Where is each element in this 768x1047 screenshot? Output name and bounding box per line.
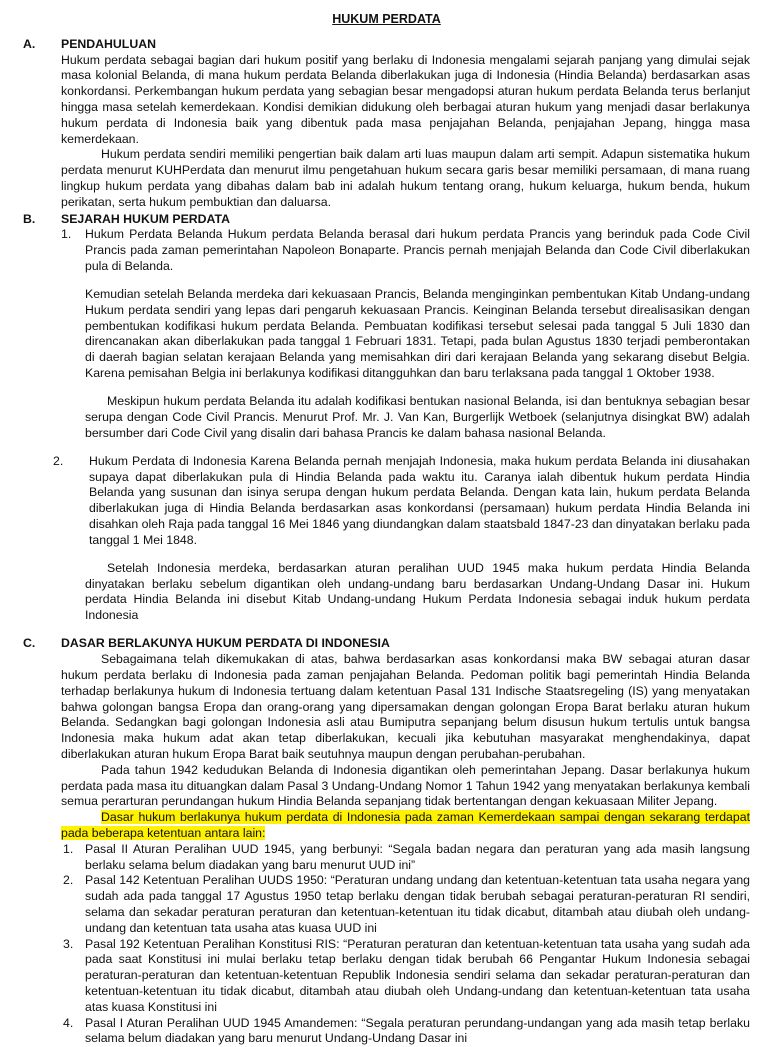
section-c-paragraph-1: Sebagaimana telah dikemukakan di atas, bahwa berdasarkan asas konkordansi maka BW sebagai aturan dasar hukum perdata berlaku di Indonesia pada zaman penjajahan Belanda. Pedoman politik bagi pemerintah Hindia Belanda terhadap berlakunya hukum di Indonesia tertuang dalam ketentuan Pasal 131 Indische Staatsregeling (IS) yang menyatakan bahwa golongan bangsa Eropa dan orang-orang yang dipersamakan dengan golongan Eropa Barat berlaku aturan hukum Belanda. Sedangkan bagi golongan Indonesia asli atau Bumiputra sepanjang belum disusun hukum tertulis untuk bangsa Indonesia maka hukum adat akan tetap diberlakukan, kecuali jika kebutuhan masyarakat menghendakinya, dapat diberlakukan aturan hukum Eropa Barat baik seutuhnya maupun dengan perubahan-perubahan. <box>61 652 750 763</box>
section-a-body <box>61 53 750 211</box>
section-b-item-1-paragraph-3: Meskipun hukum perdata Belanda itu adalah kodifikasi bentukan nasional Belanda, isi dan bentuknya sebagian besar serupa dengan Code Civil Prancis. Menurut Prof. Mr. J. Van Kan, Burgerlijk Wetboek (selanjutnya disingkat BW) adalah bersumber dari Code Civil yang disalin dari bahasa Prancis ke dalam bahasa nasional Belanda. <box>85 394 750 441</box>
list-item <box>47 937 750 1016</box>
list-item-text: Pasal II Aturan Peralihan UUD 1945, yang berbunyi: “Segala badan negara dan peraturan yang ada masih langsung berlaku selama belum diadakan yang baru menurut UUD ini” <box>85 842 750 874</box>
list-item-text: Pasal 142 Ketentuan Peralihan UUDS 1950: “Peraturan undang undang dan ketentuan-ketentuan tata usaha negara yang sudah ada pada tanggal 17 Agustus 1950 tetap berlaku dengan tidak berubah sebagai peraturan-peraturan RI sendiri, selama dan sekadar peraturan peraturan dan ketentuan-ketentuan itu tidak dicabut, ditambah atau diubah oleh undang-undang dan ketentuan tata usaha atas kuasa UUD ini <box>85 873 750 936</box>
section-a-letter: A. <box>23 37 61 53</box>
section-b-item-1-paragraph-2: Kemudian setelah Belanda merdeka dari kekuasaan Prancis, Belanda menginginkan pembentukan Kitab Undang-undang Hukum perdata sendiri yang lepas dari pengaruh kekuasaan Prancis. Keinginan Belanda tersebut direalisasikan dengan pembentukan kodifikasi hukum perdata Belanda. Pembuatan kodifikasi tersebut selesai pada tanggal 5 Juli 1830 dan direncanakan akan diberlakukan pada tanggal 1 Februari 1831. Tetapi, pada bulan Agustus 1830 terjadi pemberontakan di daerah bagian selatan kerajaan Belanda yang memisahkan diri dari kerajaan Belanda yang sekarang disebut Belgia. Karena pemisahan Belgia ini berlakunya kodifikasi ditangguhkan dan baru terlaksana pada tanggal 1 Oktober 1938. <box>85 287 750 382</box>
list-item-number: 1. <box>47 842 85 874</box>
list-item-number: 2. <box>47 873 85 936</box>
section-b-heading <box>23 212 750 228</box>
section-c-heading <box>23 636 750 652</box>
section-c-body <box>61 652 750 842</box>
list-item <box>47 1016 750 1047</box>
list-item-number: 3. <box>47 937 85 1016</box>
item-number: 2. <box>53 454 89 549</box>
section-a-title: PENDAHULUAN <box>61 37 156 53</box>
list-item-text: Pasal 192 Ketentuan Peralihan Konstitusi RIS: “Peraturan peraturan dan ketentuan-ketentuan tata usaha yang sudah ada pada saat Konstitusi ini mulai berlaku tetap berlaku dengan tidak berubah 66 Pengantar Hukum Indonesia sebagai peraturan-peraturan dan ketentuan-ketentuan Republik Indonesia sendiri selama dan sekadar peraturan-peraturan dan ketentuan-ketentuan itu tidak dicabut, ditambah atau diubah oleh Undang-undang dan ketentuan-ketentuan tata usaha atas kuasa Konstitusi ini <box>85 937 750 1016</box>
section-b-item-1 <box>61 227 750 274</box>
section-c-list <box>47 842 750 1047</box>
section-b-letter: B. <box>23 212 61 228</box>
list-item <box>47 842 750 874</box>
section-c-highlighted-paragraph <box>61 810 750 842</box>
list-item <box>47 873 750 936</box>
section-a-paragraph-1: Hukum perdata sebagai bagian dari hukum positif yang berlaku di Indonesia mengalami sejarah panjang yang dimulai sejak masa kolonial Belanda, di mana hukum perdata Belanda diberlakukan juga di Indonesia (Hindia Belanda) berdasarkan asas konkordansi. Perkembangan hukum perdata yang sebagian besar mengadopsi aturan hukum perdata Belanda terus berlanjut hingga masa setelah kemerdekaan. Kondisi demikian didukung oleh berbagai aturan hukum yang menjadi dasar berlakunya hukum perdata di Indonesia baik yang dibentuk pada masa penjajahan Belanda, penjajahan Jepang, hingga masa kemerdekaan. <box>61 53 750 148</box>
list-item-number: 4. <box>47 1016 85 1047</box>
section-b-item-2 <box>53 454 750 549</box>
section-a-heading <box>23 37 750 53</box>
document-title: HUKUM PERDATA <box>23 12 750 28</box>
section-a-paragraph-2: Hukum perdata sendiri memiliki pengertian baik dalam arti luas maupun dalam arti sempit. Adapun sistematika hukum perdata menurut KUHPerdata dan menurut ilmu pengetahuan hukum secara garis besar memiliki persamaan, di mana ruang lingkup hukum perdata yang dibahas dalam bab ini adalah hukum tentang orang, hukum keluarga, hukum benda, hukum perikatan, serta hukum pembuktian dan daluarsa. <box>61 147 750 210</box>
highlighted-text: Dasar hukum berlakunya hukum perdata di Indonesia pada zaman Kemerdekaan sampai dengan sekarang terdapat pada beberapa ketentuan antara lain: <box>61 810 750 840</box>
item-text: Hukum Perdata di Indonesia Karena Belanda pernah menjajah Indonesia, maka hukum perdata Belanda ini diusahakan supaya dapat diberlakukan pula di Hindia Belanda pada waktu itu. Caranya ialah dibentuk hukum perdata Hindia Belanda yang susunan dan isinya serupa dengan hukum perdata Belanda. Dengan kata lain, hukum perdata Belanda diberlakukan juga di Hindia Belanda berdasarkan asas konkordansi (persamaan) hukum perdata Hindia Belanda ini disahkan oleh Raja pada tanggal 16 Mei 1846 yang diundangkan dalam staatsbald 1847-23 dan dinyatakan berlaku pada tanggal 1 Mei 1848. <box>89 454 750 549</box>
section-c-letter: C. <box>23 636 61 652</box>
item-number: 1. <box>61 227 85 274</box>
section-c-paragraph-2: Pada tahun 1942 kedudukan Belanda di Indonesia digantikan oleh pemerintahan Jepang. Dasar berlakunya hukum perdata pada masa itu dituangkan dalam Pasal 3 Undang-Undang Nomor 1 Tahun 1942 yang menyatakan berlakunya kembali semua perarturan perundangan hukum Hindia Belanda sepanjang tidak bertentangan dengan kekuasaan Militer Jepang. <box>61 763 750 810</box>
section-b-title: SEJARAH HUKUM PERDATA <box>61 212 230 228</box>
list-item-text: Pasal I Aturan Peralihan UUD 1945 Amandemen: “Segala peraturan perundang-undangan yang ada masih tetap berlaku selama belum diadakan yang baru menurut Undang-Undang Dasar ini <box>85 1016 750 1047</box>
section-b-item-2-paragraph-2: Setelah Indonesia merdeka, berdasarkan aturan peralihan UUD 1945 maka hukum perdata Hindia Belanda dinyatakan berlaku sebelum digantikan oleh undang-undang baru berdasarkan Undang-Undang Dasar ini. Hukum perdata Hindia Belanda ini disebut Kitab Undang-undang Hukum Perdata Indonesia sebagai induk hukum perdata Indonesia <box>85 561 750 624</box>
section-c-title: DASAR BERLAKUNYA HUKUM PERDATA DI INDONESIA <box>61 636 390 652</box>
item-text: Hukum Perdata Belanda Hukum perdata Belanda berasal dari hukum perdata Prancis yang berinduk pada Code Civil Prancis pada zaman pemerintahan Napoleon Bonaparte. Prancis pernah menjajah Belanda dan Code Civil diberlakukan pula di Belanda. <box>85 227 750 274</box>
